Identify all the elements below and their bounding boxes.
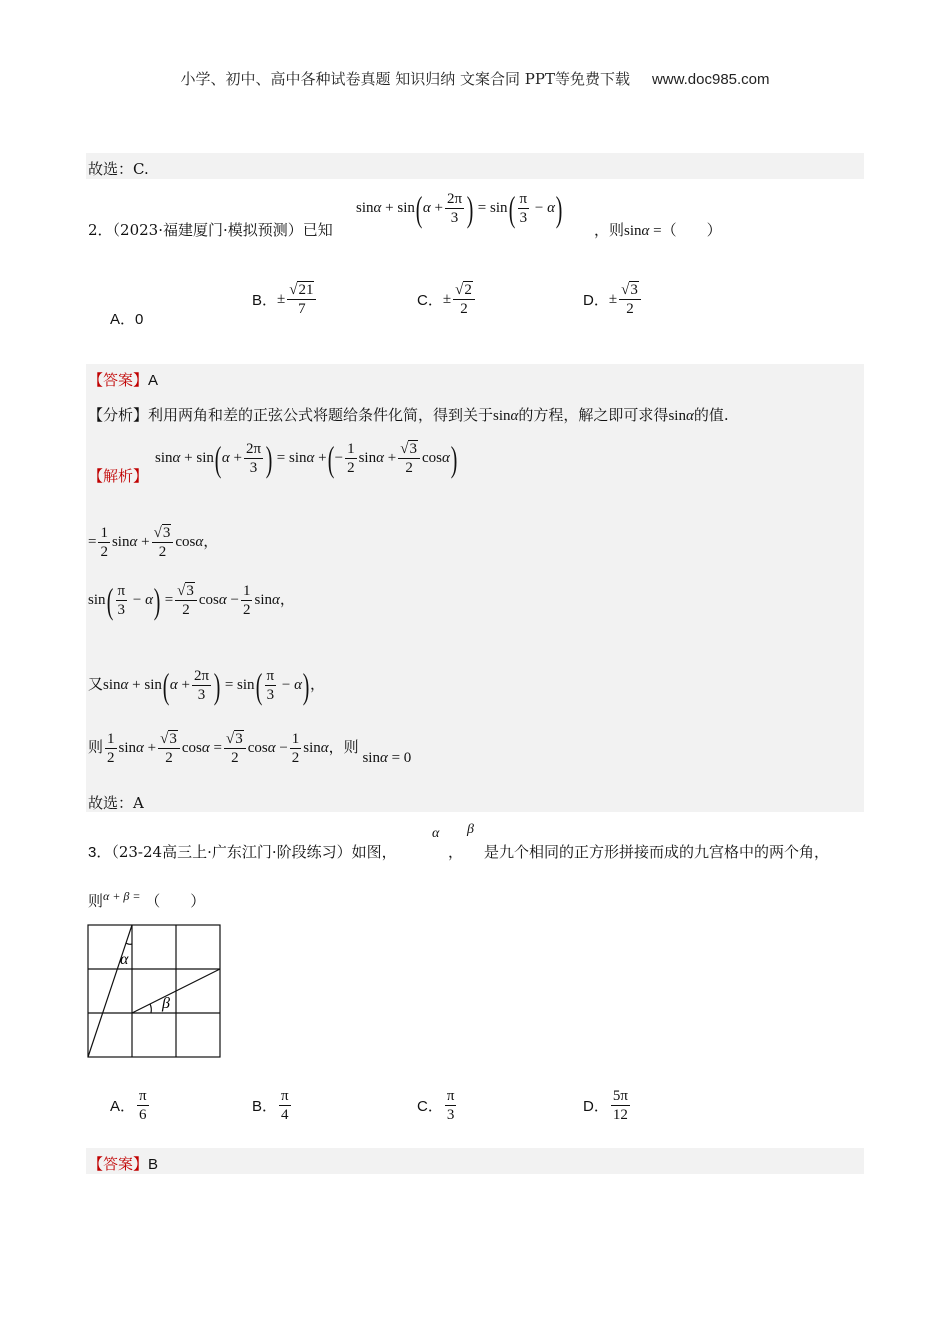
q2-option-d[interactable]: D．± $\frac{√3}{2}$ (583, 281, 643, 318)
q2-ask: ，则sinα =（ ） (594, 221, 722, 239)
q2-solution-line-2: = $\frac{1}{2}$ sinα + $\frac{√3}{2}$ cosα， (88, 525, 219, 560)
q2-solution-tag: 【解析】 (88, 467, 149, 485)
q3-grid-figure (86, 922, 222, 1058)
q2-analysis: 【分析】利用两角和差的正弦公式将题给条件化简，得到关于sinα的方程，解之即可求得sinα的值. (88, 406, 729, 424)
answer-tag: 【答案】 (88, 1155, 149, 1173)
q2-solution-line-5: 则 $\frac{1}{2}$ sinα + $\frac{√3}{2}$ cosα = $\frac{√3}{2}$ cosα − $\frac{1}{2}$ sinα，则 sinα = 0 (88, 731, 412, 766)
q2-option-c[interactable]: C．± $\frac{√2}{2}$ (417, 281, 477, 318)
alpha-arc (126, 943, 132, 944)
q3-answer: 【答案】B (88, 1155, 159, 1173)
q3-answer-shade (86, 1148, 864, 1174)
q2-answer: 【答案】A (88, 371, 159, 389)
alpha-label: α (120, 951, 129, 968)
q2-source: （2023·福建厦门·模拟预测）已知 (112, 221, 333, 239)
q2-number: 2． (88, 221, 113, 239)
q2-solution-line-1: sinα + sin(α + $\frac{2\pi}{3}$ ) = sinα +(− $\frac{1}{2}$ sinα + $\frac{√3}{2}$ cosα) (155, 438, 458, 479)
q3-option-a[interactable]: A． $\frac{\pi}{6}$ (110, 1088, 147, 1123)
q2-option-a[interactable]: A．0 (110, 311, 144, 328)
q2-solution-line-4: 又sinα + sin(α + $\frac{2\pi}{3}$ ) = sin( $\frac{\pi}{3}$ − α)， (88, 665, 325, 706)
q2-number-source (88, 219, 333, 240)
q3-sep: ， (448, 843, 464, 861)
answer-tag: 【答案】 (88, 371, 149, 389)
beta-arc (150, 1004, 151, 1013)
prev-answer-shade (86, 153, 864, 179)
q3-beta: β (467, 822, 474, 837)
prev-answer: 故选：C. (88, 160, 149, 178)
alpha-diagonal (88, 925, 132, 1057)
q3-number-source: 3．（23-24高三上·广东江门·阶段练习）如图， (88, 843, 397, 861)
beta-label: β (162, 995, 170, 1012)
header-text: 小学、初中、高中各种试卷真题 知识归纳 文案合同 PPT等免费下载 (180, 70, 630, 88)
q3-option-c[interactable]: C． $\frac{\pi}{3}$ (417, 1088, 455, 1123)
q3-ask: 则$^{\alpha + \beta =}$ （ ） (88, 889, 206, 910)
q3-option-b[interactable]: B． $\frac{\pi}{4}$ (252, 1088, 289, 1123)
q3-desc: 是九个相同的正方形拼接而成的九宫格中的两个角， (484, 843, 830, 861)
grid-outer-border (88, 925, 220, 1057)
page-header (0, 68, 950, 89)
q3-alpha: α (432, 826, 440, 841)
q2-final: 故选：A (88, 794, 144, 812)
analysis-tag: 【分析】 (88, 406, 149, 424)
q2-condition-formula: sinα + sin(α + $\frac{2\pi}{3}$ ) = sin( $\frac{\pi}{3}$ − α) (356, 188, 563, 229)
q3-option-d[interactable]: D． $\frac{5\pi}{12}$ (583, 1088, 628, 1123)
q2-option-b[interactable]: B．± $\frac{√21}{7}$ (252, 281, 318, 318)
q2-solution-line-3: sin( $\frac{\pi}{3}$ − α) = $\frac{√3}{2}$ cosα − $\frac{1}{2}$ sinα， (88, 580, 295, 621)
header-site[interactable]: www.doc985.com (651, 71, 770, 88)
